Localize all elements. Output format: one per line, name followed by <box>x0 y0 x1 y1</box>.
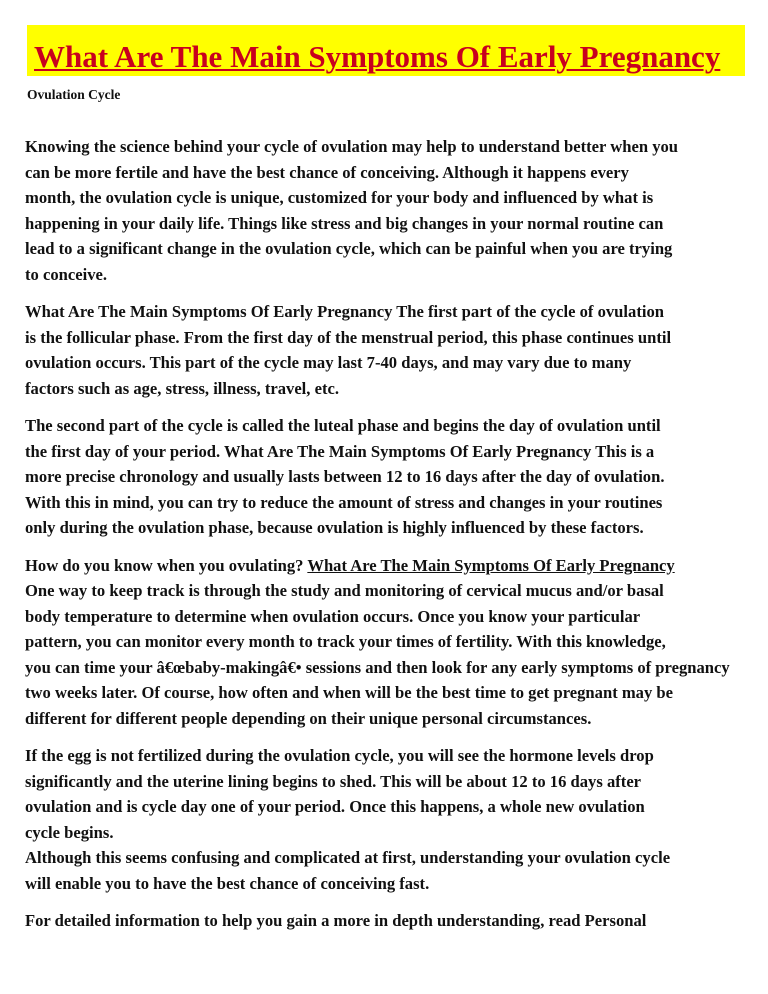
text-line: significantly and the uterine lining begins to shed. This will be about 12 to 16 days after <box>25 771 642 791</box>
paragraph <box>25 908 740 934</box>
text-line: will enable you to have the best chance of conceiving fast. <box>25 873 430 893</box>
text-line: is the follicular phase. From the first day of the menstrual period, this phase continues until <box>25 327 672 347</box>
paragraph <box>25 553 740 732</box>
text-line: happening in your daily life. Things like stress and big changes in your normal routine can <box>25 213 664 233</box>
text-line: Knowing the science behind your cycle of ovulation may help to understand better when you <box>25 137 679 156</box>
article-body <box>25 134 740 946</box>
page-title: What Are The Main Symptoms Of Early Pregnancy <box>34 39 721 74</box>
text-line: ovulation occurs. This part of the cycle may last 7-40 days, and may vary due to many <box>25 353 632 372</box>
text-span: How do you know when you ovulating? <box>25 555 308 575</box>
text-line: With this in mind, you can try to reduce the amount of stress and changes in your routines <box>25 492 663 512</box>
text-line: pattern, you can monitor every month to track your times of fertility. With this knowledge, <box>25 632 666 651</box>
text-line: The second part of the cycle is called the luteal phase and begins the day of ovulation until <box>25 416 661 435</box>
subtitle: Ovulation Cycle <box>27 87 121 102</box>
paragraph <box>25 413 740 541</box>
paragraph <box>25 134 740 287</box>
text-line: Although this seems confusing and complicated at first, understanding your ovulation cycle <box>25 848 671 867</box>
text-line: two weeks later. Of course, how often and when will be the best time to get pregnant may be <box>25 683 674 702</box>
text-line: If the egg is not fertilized during the ovulation cycle, you will see the hormone levels drop <box>25 746 654 765</box>
text-line <box>25 553 740 579</box>
text-line: factors such as age, stress, illness, travel, etc. <box>25 378 339 398</box>
text-line: cycle begins. <box>25 822 114 842</box>
title-banner <box>27 25 745 76</box>
text-line: month, the ovulation cycle is unique, customized for your body and influenced by what is <box>25 188 654 207</box>
paragraph <box>25 743 740 896</box>
text-line: you can time your â€œbaby-makingâ€• sessions and then look for any early symptoms of pregnancy <box>25 657 730 677</box>
text-line: different for different people depending on their unique personal circumstances. <box>25 708 592 728</box>
text-line: to conceive. <box>25 264 108 284</box>
text-line: can be more fertile and have the best chance of conceiving. Although it happens every <box>25 162 629 182</box>
text-line: only during the ovulation phase, because ovulation is highly influenced by these factors. <box>25 518 644 537</box>
text-line: lead to a significant change in the ovulation cycle, which can be painful when you are trying <box>25 239 673 258</box>
text-line: body temperature to determine when ovulation occurs. Once you know your particular <box>25 606 641 626</box>
text-line: One way to keep track is through the study and monitoring of cervical mucus and/or basal <box>25 581 664 600</box>
text-line: ovulation and is cycle day one of your period. Once this happens, a whole new ovulation <box>25 797 645 816</box>
text-line: the first day of your period. What Are The Main Symptoms Of Early Pregnancy This is a <box>25 441 655 461</box>
text-line: For detailed information to help you gain a more in depth understanding, read Personal <box>25 911 647 930</box>
paragraph <box>25 299 740 401</box>
article-link[interactable]: What Are The Main Symptoms Of Early Pregnancy <box>307 555 675 575</box>
text-line: What Are The Main Symptoms Of Early Pregnancy The first part of the cycle of ovulation <box>25 302 664 321</box>
text-line: more precise chronology and usually lasts between 12 to 16 days after the day of ovulation. <box>25 467 665 486</box>
